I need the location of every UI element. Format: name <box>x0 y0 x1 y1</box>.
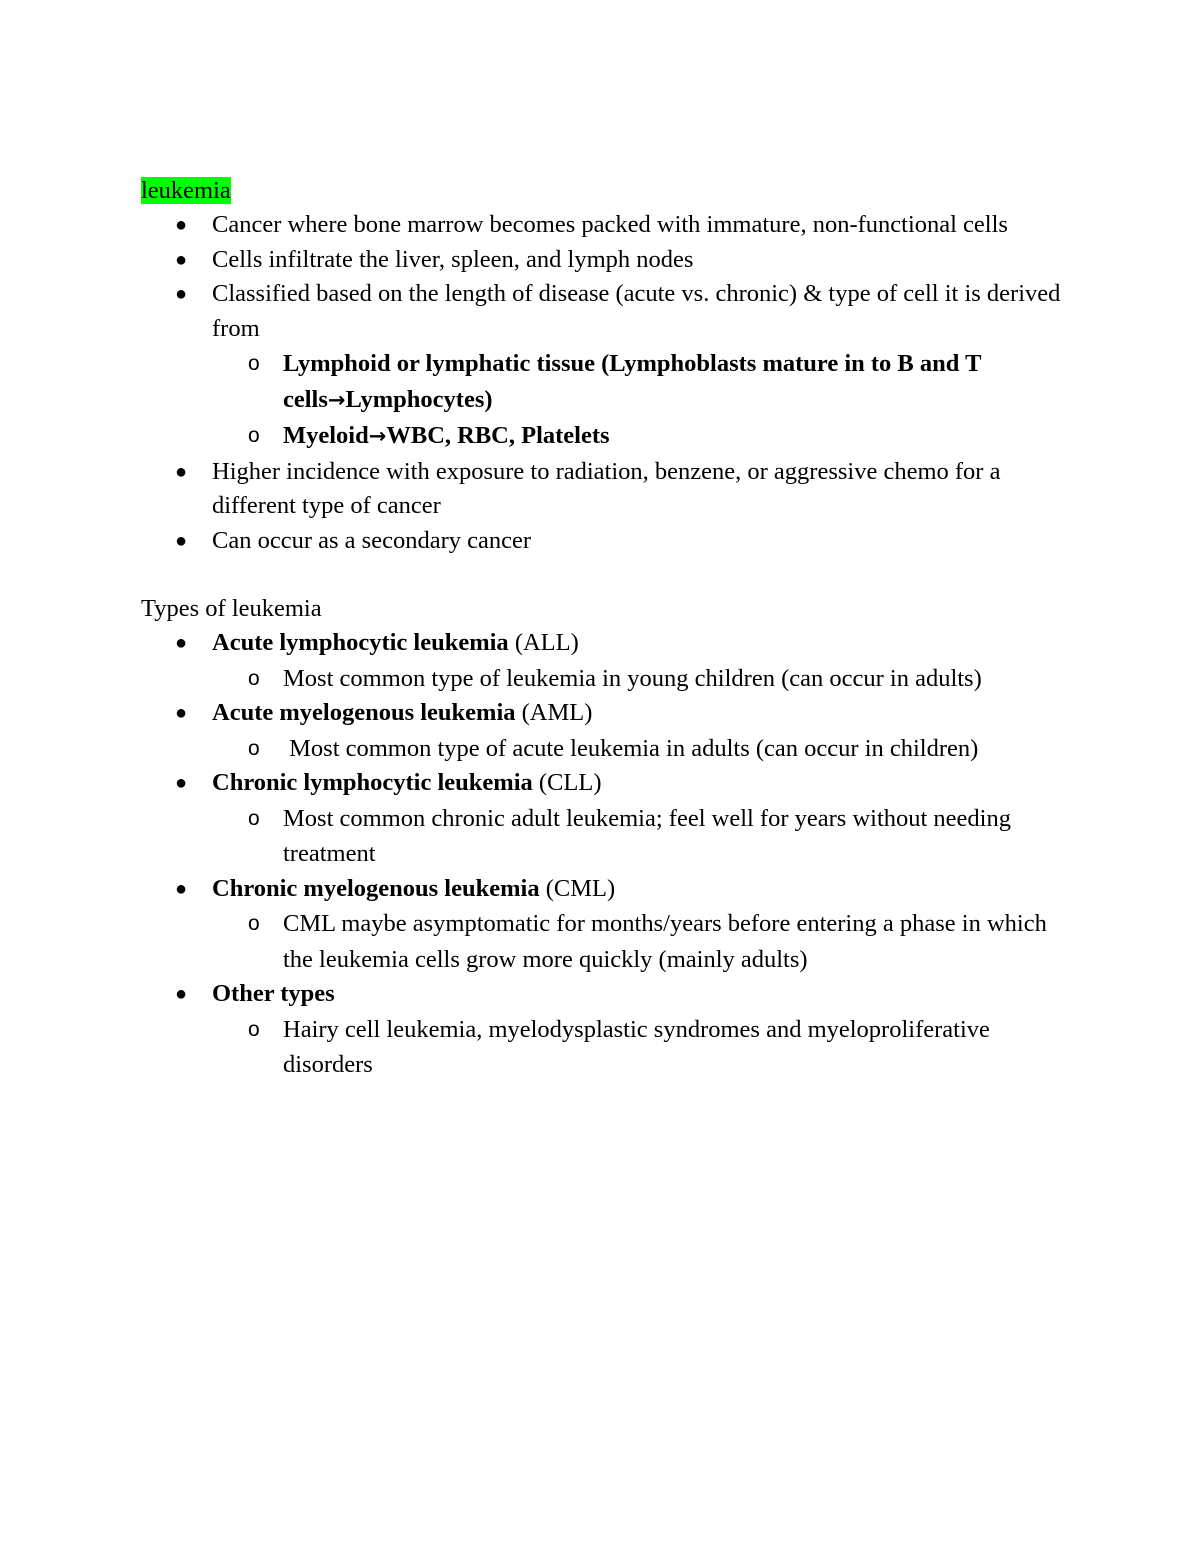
list-item <box>175 208 1061 243</box>
sub-item-bold-text: WBC, RBC, Platelets <box>386 422 610 449</box>
bullet-icon: ● <box>175 877 188 900</box>
list-item <box>175 277 1061 455</box>
sub-list-item <box>248 906 1061 977</box>
document-page <box>141 174 1061 1083</box>
leukemia-type-abbrev: (CLL) <box>532 769 602 796</box>
sub-list-item <box>248 661 1061 697</box>
leukemia-type-name: Acute lymphocytic leukemia <box>212 629 509 656</box>
sub-item-paren-text: ) <box>484 385 493 413</box>
bullet-icon: ● <box>175 702 188 724</box>
sub-list-item <box>248 346 1061 418</box>
sub-list-item <box>248 1012 1061 1083</box>
sub-item-bold-text: Lymphoblasts mature in to B and T cells <box>283 350 981 413</box>
list-item-text: Cells infiltrate the liver, spleen, and lymph nodes <box>212 245 694 273</box>
list-item-text: Higher incidence with exposure to radiation, benzene, or aggressive chemo for a different type of cancer <box>212 457 1001 519</box>
sub-list-item <box>248 418 1061 455</box>
circle-bullet-icon: o <box>248 736 260 760</box>
leukemia-type-name: Chronic lymphocytic leukemia <box>212 769 533 796</box>
heading-text: Types of leukemia <box>141 595 322 622</box>
types-bullet-list <box>141 626 1061 1083</box>
section-heading-leukemia <box>141 174 1061 208</box>
list-item <box>175 696 1061 766</box>
leukemia-bullet-list <box>141 208 1061 558</box>
leukemia-type-name: Chronic myelogenous leukemia <box>212 874 540 902</box>
list-item-text: Can occur as a secondary cancer <box>212 526 532 554</box>
list-item <box>175 766 1061 872</box>
circle-bullet-icon: o <box>248 352 260 375</box>
leukemia-type-abbrev: (ALL) <box>508 629 579 656</box>
cell-type-sublist <box>212 346 1061 455</box>
circle-bullet-icon: o <box>248 666 260 690</box>
section-heading-types <box>141 592 1061 626</box>
sub-list-item <box>248 801 1061 872</box>
circle-bullet-icon: o <box>248 424 260 447</box>
bullet-icon: ● <box>175 248 188 271</box>
type-sublist <box>212 661 1061 697</box>
list-item-text: Cancer where bone marrow becomes packed with immature, non-functional cells <box>212 211 1008 238</box>
sub-item-text: CML maybe asymptomatic for months/years before entering a phase in which the leukemia cells grow more quickly (mainly adults) <box>283 910 1047 973</box>
leukemia-type-name: Acute myelogenous leukemia <box>212 699 516 726</box>
list-item-text: Classified based on the length of disease (acute vs. chronic) & type of cell it is derived from <box>212 280 1061 342</box>
list-item <box>175 872 1061 978</box>
type-sublist <box>212 801 1061 872</box>
right-arrow-icon: → <box>368 424 387 448</box>
type-sublist <box>212 1012 1061 1083</box>
bullet-icon: ● <box>175 983 188 1005</box>
bullet-icon: ● <box>175 283 188 305</box>
highlighted-heading-text: leukemia <box>141 177 231 204</box>
list-item <box>175 977 1061 1083</box>
sub-item-bold-text: Lymphoid or lymphatic tissue <box>283 350 595 377</box>
list-item <box>175 524 1061 559</box>
leukemia-type-name: Other types <box>212 980 335 1007</box>
sub-item-bold-text: Myeloid <box>283 422 369 449</box>
type-sublist <box>212 906 1061 977</box>
leukemia-type-abbrev: (AML) <box>515 699 593 726</box>
section-spacer <box>141 558 1061 592</box>
leukemia-type-abbrev: (CML) <box>539 874 616 902</box>
sub-item-text: Most common type of acute leukemia in adults (can occur in children) <box>283 734 979 762</box>
bullet-icon: ● <box>175 214 188 236</box>
type-sublist <box>212 731 1061 767</box>
bullet-icon: ● <box>175 632 188 654</box>
bullet-icon: ● <box>175 772 188 794</box>
list-item <box>175 243 1061 278</box>
sub-item-paren-text: ( <box>594 350 610 377</box>
sub-item-text: Most common chronic adult leukemia; feel well for years without needing treatment <box>283 804 1011 867</box>
sub-item-bold-text: Lymphocytes <box>345 385 485 413</box>
sub-item-text: Hairy cell leukemia, myelodysplastic syndromes and myeloproliferative disorders <box>283 1015 990 1078</box>
list-item <box>175 455 1061 524</box>
right-arrow-icon: → <box>327 387 346 412</box>
circle-bullet-icon: o <box>248 1017 260 1041</box>
list-item <box>175 626 1061 696</box>
bullet-icon: ● <box>175 529 188 552</box>
sub-list-item <box>248 731 1061 767</box>
circle-bullet-icon: o <box>248 806 260 830</box>
bullet-icon: ● <box>175 460 188 483</box>
circle-bullet-icon: o <box>248 912 260 935</box>
sub-item-text: Most common type of leukemia in young children (can occur in adults) <box>283 664 982 692</box>
